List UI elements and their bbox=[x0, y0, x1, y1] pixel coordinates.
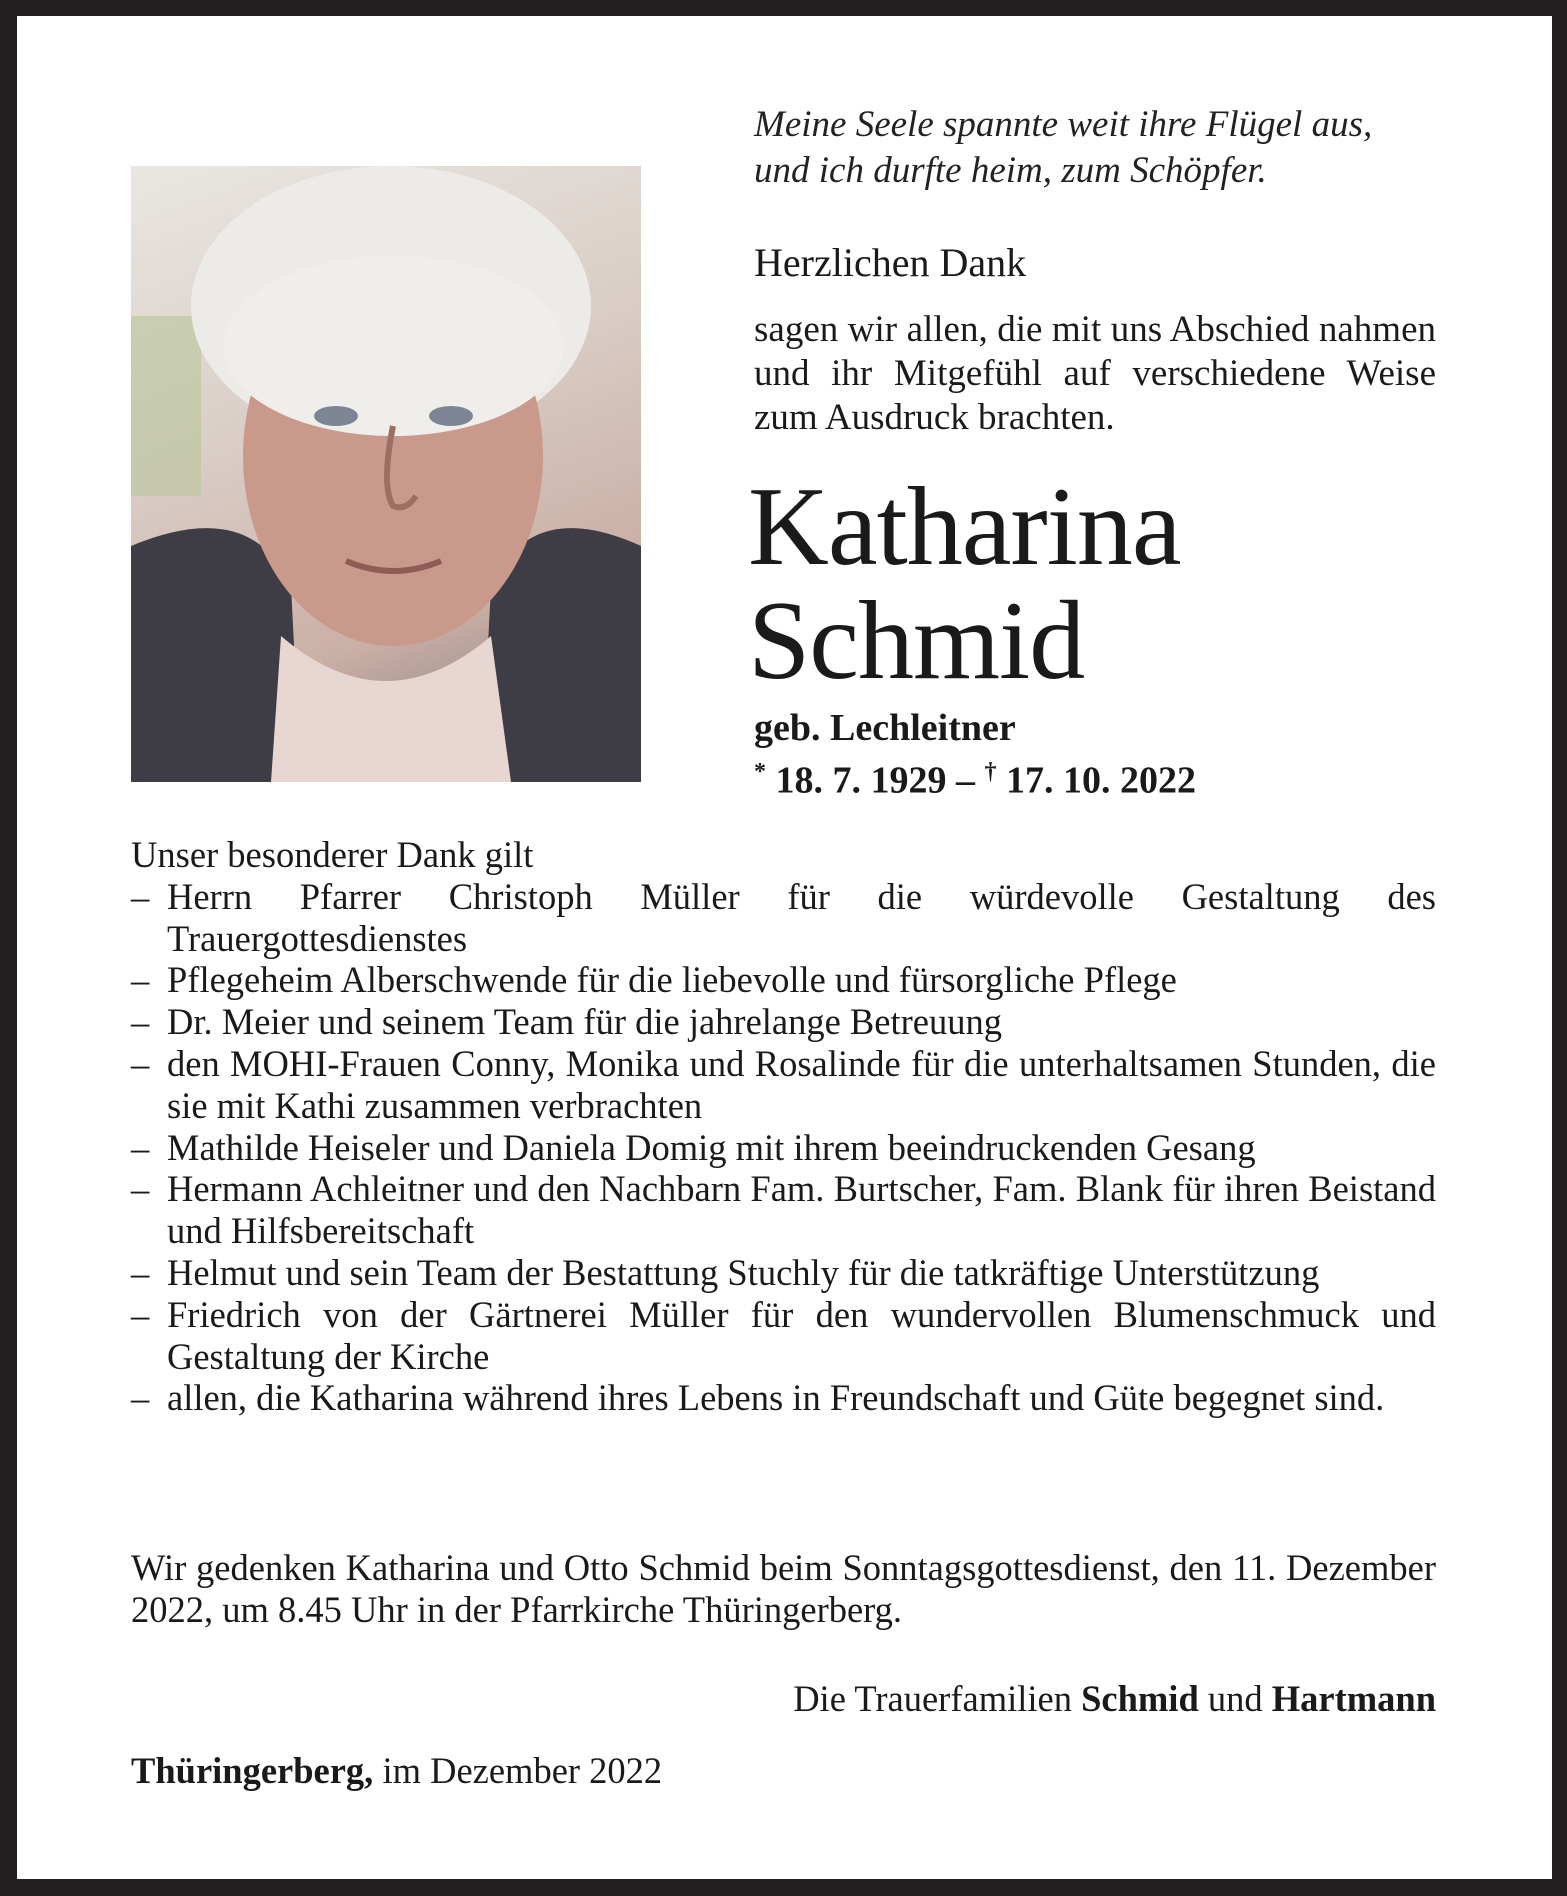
thanks-item-text: Mathilde Heiseler und Daniela Domig mit ihrem beeindruckenden Gesang bbox=[167, 1126, 1256, 1168]
dates-line bbox=[754, 750, 1196, 803]
thanks-intro: sagen wir allen, die mit uns Abschied nahmen und ihr Mitgefühl auf verschiedene Weise zum Ausdruck brachten. bbox=[754, 309, 1436, 438]
place-town: Thüringerberg, bbox=[131, 1750, 374, 1791]
families-prefix: Die Trauerfamilien bbox=[793, 1678, 1072, 1719]
thanks-item-text: Pflegeheim Alberschwende für die liebevolle und fürsorgliche Pflege bbox=[167, 959, 1177, 1001]
birth-symbol: * bbox=[754, 759, 766, 785]
maiden-name: geb. Lechleitner bbox=[754, 707, 1016, 749]
thanks-item bbox=[131, 876, 1436, 960]
quote-line: Meine Seele spannte weit ihre Flügel aus, bbox=[754, 104, 1373, 145]
families-and: und bbox=[1207, 1678, 1263, 1719]
place-date bbox=[131, 1750, 662, 1792]
thanks-item bbox=[131, 1001, 1436, 1043]
thanks-heading: Herzlichen Dank bbox=[754, 240, 1027, 285]
life-dates bbox=[754, 706, 1196, 803]
special-thanks bbox=[131, 834, 1436, 1419]
thanks-item-text: Helmut und sein Team der Bestattung Stuchly für die tatkräftige Unterstützung bbox=[167, 1251, 1320, 1293]
dash-bullet: – bbox=[131, 1377, 150, 1419]
thanks-item-text: den MOHI-Frauen Conny, Monika und Rosalinde für die unterhaltsamen Stunden, die sie mit Kathi zusammen verbrachten bbox=[167, 1042, 1436, 1126]
dash-bullet: – bbox=[131, 959, 150, 1001]
dash-bullet: – bbox=[131, 1001, 150, 1043]
thanks-item bbox=[131, 1377, 1436, 1419]
dash-bullet: – bbox=[131, 1042, 150, 1084]
thanks-item bbox=[131, 1127, 1436, 1169]
family-name-1: Schmid bbox=[1081, 1678, 1199, 1719]
first-name: Katharina bbox=[748, 465, 1181, 589]
death-symbol: † bbox=[984, 759, 997, 785]
thanks-item-text: Friedrich von der Gärtnerei Müller für den wundervollen Blumenschmuck und Gestaltung der Kirche bbox=[167, 1293, 1436, 1377]
death-date: 17. 10. 2022 bbox=[1006, 759, 1196, 802]
portrait-illustration bbox=[131, 166, 641, 782]
special-thanks-heading: Unser besonderer Dank gilt bbox=[131, 834, 534, 875]
thanks-item-text: Herrn Pfarrer Christoph Müller für die würdevolle Gestaltung des Trauergottesdienstes bbox=[167, 875, 1436, 959]
portrait-photo bbox=[131, 166, 641, 782]
deceased-name bbox=[748, 465, 1181, 703]
dash-bullet: – bbox=[131, 1293, 150, 1335]
thanks-item-text: Hermann Achleitner und den Nachbarn Fam. Burtscher, Fam. Blank für ihren Beistand und Hilfsbereitschaft bbox=[167, 1168, 1436, 1252]
date-separator: – bbox=[956, 759, 975, 802]
last-name: Schmid bbox=[748, 579, 1085, 703]
quote-line: und ich durfte heim, zum Schöpfer. bbox=[754, 150, 1267, 191]
thanks-item bbox=[131, 959, 1436, 1001]
quote bbox=[754, 102, 1372, 194]
family-name-2: Hartmann bbox=[1271, 1678, 1436, 1719]
place-date-text: im Dezember 2022 bbox=[382, 1750, 663, 1791]
thanks-item bbox=[131, 1043, 1436, 1127]
birth-date: 18. 7. 1929 bbox=[775, 759, 947, 802]
thanks-item bbox=[131, 1252, 1436, 1294]
dash-bullet: – bbox=[131, 1251, 150, 1293]
thanks-item-text: Dr. Meier und seinem Team für die jahrelange Betreuung bbox=[167, 1001, 1002, 1043]
families-signature bbox=[793, 1678, 1436, 1720]
dash-bullet: – bbox=[131, 875, 150, 917]
thanks-item bbox=[131, 1168, 1436, 1252]
thanks-item bbox=[131, 1294, 1436, 1378]
dash-bullet: – bbox=[131, 1126, 150, 1168]
dash-bullet: – bbox=[131, 1168, 150, 1210]
memorial-notice: Wir gedenken Katharina und Otto Schmid beim Sonntagsgottesdienst, den 11. Dezember 2022, um 8.45 Uhr in der Pfarrkirche Thüringerberg. bbox=[131, 1547, 1436, 1630]
thanks-list bbox=[131, 876, 1436, 1419]
thanks-item-text: allen, die Katharina während ihres Lebens in Freundschaft und Güte begegnet sind. bbox=[167, 1377, 1385, 1419]
